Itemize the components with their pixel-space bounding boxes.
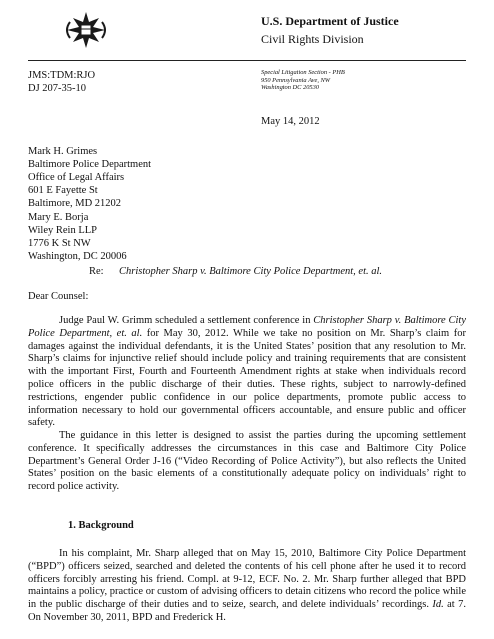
address-line: 601 E Fayette St: [28, 185, 98, 196]
address-line: 1776 K St NW: [28, 238, 91, 249]
paragraph-text: for May 30, 2012. While we take no position on Mr. Sharp’s claim for damages against the individual defendants, it is the United States’ position that any resolution to Mr. Sharp’s claims for injunctive relief should include policy and training requirements that are consistent with the important First, Fourth and Fourteenth Amendment rights at stake when individuals record police officers in the public discharge of their duties. These rights, subject to narrowly-defined restrictions, engender public confidence in our police departments, promote public access to information necessary to hold our governmental officers accountable, and ensure public and officer safety.: [28, 327, 466, 429]
address-line: Wiley Rein LLP: [28, 225, 97, 236]
address-line: Washington, DC 20006: [28, 251, 127, 262]
address-line: Office of Legal Affairs: [28, 172, 125, 183]
body-paragraph: [28, 430, 466, 494]
case-name: Christopher Sharp v. Baltimore City Police Department, et. al.: [28, 315, 466, 339]
paragraph-text: at 7. On November 30, 2011, BPD and Frederick H.: [28, 599, 466, 623]
body-paragraph: [28, 315, 466, 430]
salutation: Dear Counsel:: [28, 291, 89, 302]
section-line: 950 Pennsylvania Ave, NW: [261, 76, 331, 84]
paragraph-text: Judge Paul W. Grimm scheduled a settlement conference in: [59, 315, 314, 326]
section-line: Special Litigation Section - PHB: [261, 69, 345, 76]
body-paragraph: [28, 548, 466, 625]
citation: Id.: [432, 599, 444, 611]
department-name: U.S. Department of Justice: [261, 14, 399, 28]
letterhead-rule: [28, 60, 466, 61]
docket-number: DJ 207-35-10: [28, 83, 87, 94]
recipient-address: [28, 211, 127, 263]
address-line: Baltimore, MD 21202: [28, 198, 122, 209]
paragraph-text: The guidance in this letter is designed to assist the parties during the upcoming settlement conference. It specifically addresses the circumstances in this case and Baltimore City Police Department’s General Order J-16 (“Video Recording of Police Activity”), but also reflects the United States’ position on the basic elements of a constitutionally adequate policy on individuals’ right to record police activity.: [28, 430, 466, 493]
address-line: Mary E. Borja: [28, 212, 89, 223]
reference-code: JMS:TDM:RJO: [28, 70, 96, 81]
re-label: Re:: [89, 266, 104, 277]
re-subject: [119, 266, 382, 277]
section-address: [261, 69, 345, 92]
address-line: Mark H. Grimes: [28, 146, 98, 157]
division-name: Civil Rights Division: [261, 32, 364, 46]
paragraph-text: In his complaint, Mr. Sharp alleged that on May 15, 2010, Baltimore City Police Department (“BPD”) officers seized, searched and deleted the contents of his cell phone after he used it to record officers forcibly arresting his friend. Compl. at 9-12, ECF. No. 2. Mr. Sharp further alleged that BPD maintains a policy, practice or custom of advising officers to detain citizens who record the police while in the public discharge of their duties and to seize, search, and delete individuals’ recordings.: [28, 548, 466, 611]
recipient-address: [28, 145, 151, 210]
address-line: Baltimore Police Department: [28, 159, 152, 170]
letter-date: May 14, 2012: [261, 116, 320, 127]
case-name: Christopher Sharp v. Baltimore City Police Department, et. al.: [119, 266, 383, 277]
section-heading: 1. Background: [68, 520, 134, 531]
section-line: Washington DC 20530: [261, 84, 319, 92]
reference-codes: [28, 69, 95, 95]
doj-seal-icon: [62, 8, 110, 52]
